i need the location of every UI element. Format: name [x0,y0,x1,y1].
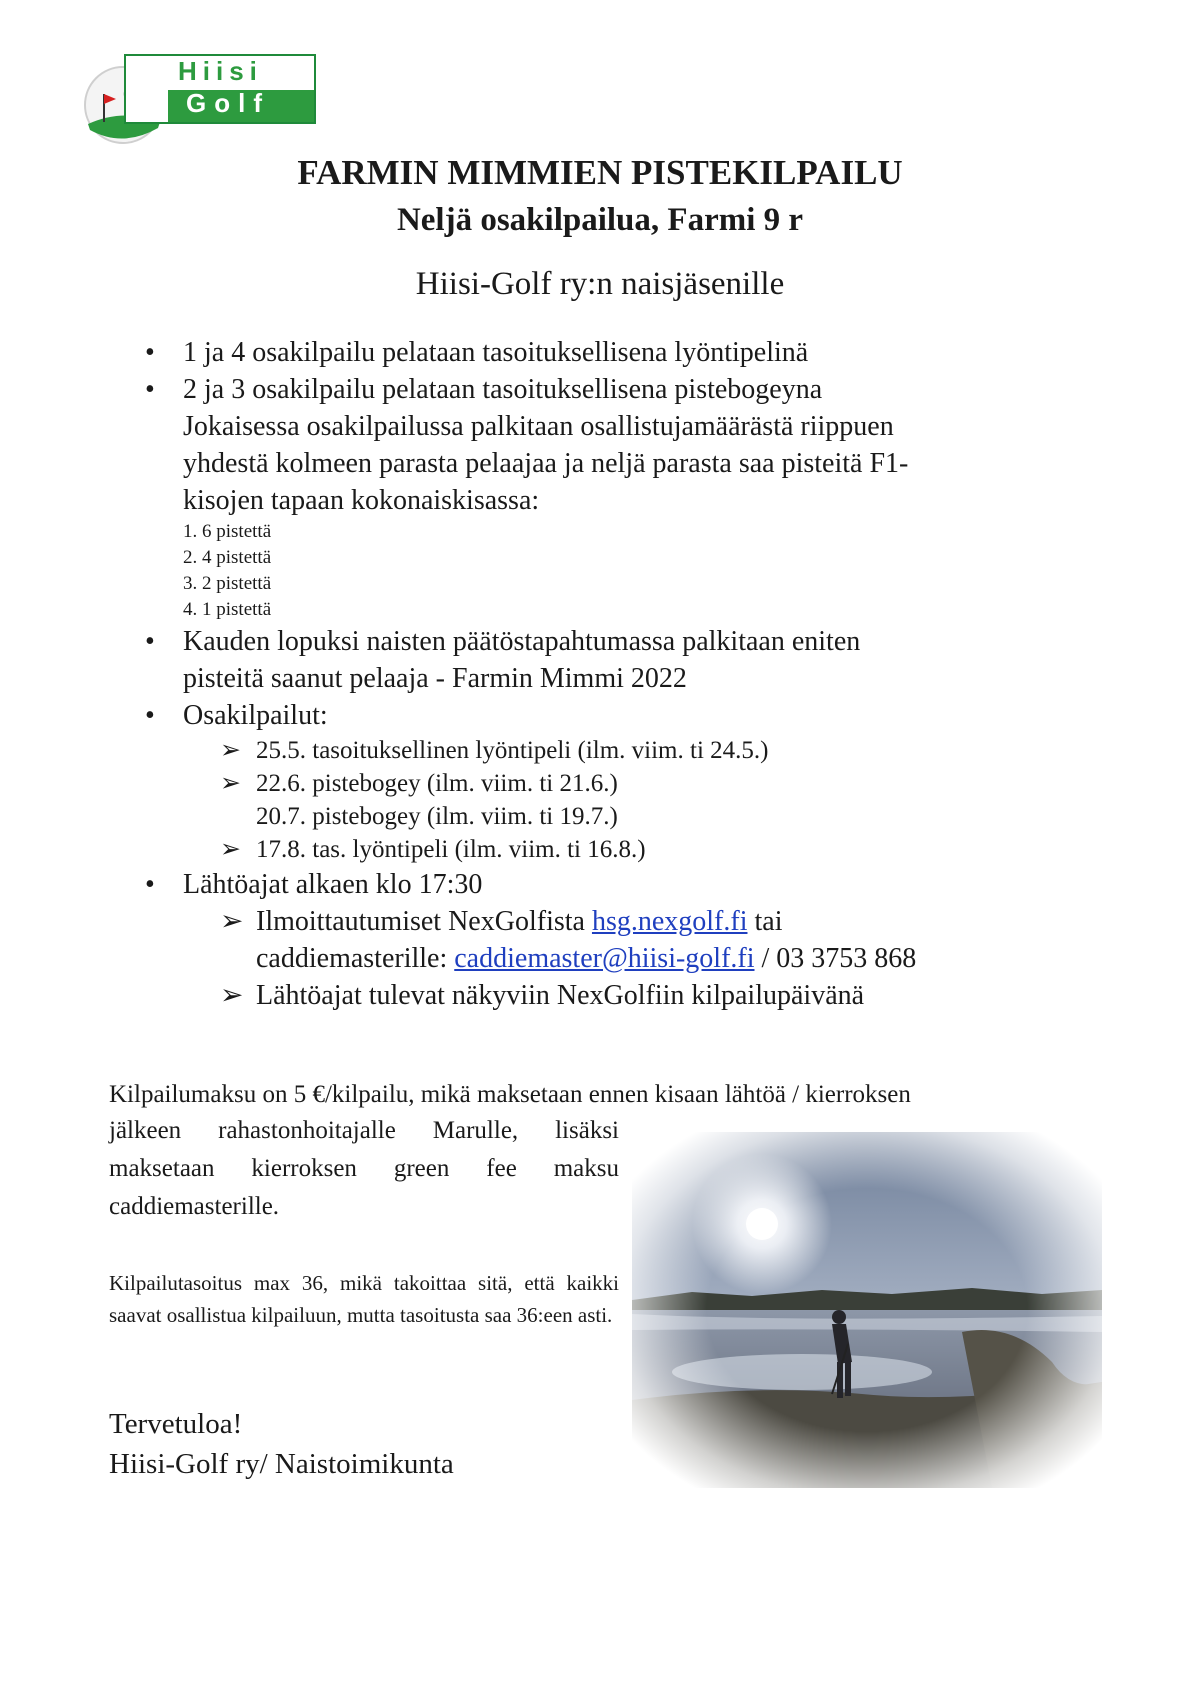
scoring-text-3: kisojen tapaan kokonaiskisassa: [183,485,540,516]
round-item [220,767,1085,800]
signup-item [220,903,1085,940]
arrow-icon: ➢ [220,836,241,863]
points-list [145,519,1085,623]
page-title: FARMIN MIMMIEN PISTEKILPAILU [297,153,903,192]
signup-suffix: tai [747,906,783,937]
signup-prefix: Ilmoittautumiset NexGolfista [256,906,592,937]
points-item: 1. 6 pistettä [183,521,272,542]
caddiemaster-contact [220,940,1085,977]
logo-word-hiisi: Hiisi [178,56,263,86]
welcome-greeting: Tervetuloa! [109,1408,243,1440]
bullet-rounds-1-4: • 1 ja 4 osakilpailu pelataan tasoituksellisena lyöntipelinä [145,334,1085,371]
nexgolf-link[interactable]: hsg.nexgolf.fi [591,906,748,937]
caddiemaster-email-link[interactable]: caddiemaster@hiisi-golf.fi [454,943,755,974]
round-text: 17.8. tas. lyöntipeli (ilm. viim. ti 16.8.) [256,836,646,863]
golfer-lake-photo [632,1132,1102,1488]
round-item [220,734,1085,767]
arrow-icon: ➢ [220,906,244,937]
start-times-item [220,977,1085,1014]
welcome-signature: Hiisi-Golf ry/ Naistoimikunta [109,1448,454,1480]
bullet-season-winner [145,623,1085,660]
scoring-text-2: yhdestä kolmeen parasta pelaajaa ja neljä parasta saa pisteitä F1- [183,448,909,479]
fee-text-rest: jälkeen rahastonhoitajalle Marulle, lisäksi maksetaan kierroksen green fee maksu caddiemasterille. [109,1117,619,1220]
handicap-text: Kilpailutasoitus max 36, mikä takoittaa sitä, että kaikki saavat osallistua kilpailuun, mutta tasoitusta saa 36:een asti. [109,1271,619,1327]
page-subtitle: Neljä osakilpailua, Farmi 9 r [396,202,804,238]
points-item: 2. 4 pistettä [183,547,272,568]
audience-line: Hiisi-Golf ry:n naisjäsenille [415,266,785,302]
bullet-rounds-heading: • Osakilpailut: [145,697,1085,734]
arrow-icon: ➢ [220,770,241,797]
scoring-text-1: Jokaisessa osakilpailussa palkitaan osallistujamäärästä riippuen [183,411,894,442]
rules-list [145,334,1085,1014]
round-item [220,800,1085,833]
bullet-rounds-2-3: • 2 ja 3 osakilpailu pelataan tasoituksellisena pistebogeyna [145,371,1085,408]
round-item [220,833,1085,866]
points-item: 4. 1 pistettä [183,599,272,620]
points-item: 3. 2 pistettä [183,573,272,594]
caddie-phone: / 03 3753 868 [754,943,917,974]
fee-text-line1: Kilpailumaksu on 5 €/kilpailu, mikä maksetaan ennen kisaan lähtöä / kierroksen [109,1081,911,1108]
header [0,150,1200,306]
round-text: 20.7. pistebogey (ilm. viim. ti 19.7.) [256,803,618,830]
round-text: 22.6. pistebogey (ilm. viim. ti 21.6.) [256,770,618,797]
rounds-list [145,734,1085,866]
signup-list [145,903,1085,1014]
start-times-text: Lähtöajat tulevat näkyviin NexGolfiin kilpailupäivänä [256,980,865,1011]
round-text: 25.5. tasoituksellinen lyöntipeli (ilm. viim. ti 24.5.) [256,737,769,764]
season-winner-line2: pisteitä saanut pelaaja - Farmin Mimmi 2022 [183,663,687,694]
caddie-prefix: caddiemasterille: [256,943,455,974]
hiisi-golf-logo [82,52,322,148]
arrow-icon: ➢ [220,737,241,764]
logo-word-golf: Golf [186,88,270,118]
welcome-block [109,1404,669,1484]
bullet-start-times: • Lähtöajat alkaen klo 17:30 [145,866,1085,903]
season-winner-line1: Kauden lopuksi naisten päätöstapahtumassa palkitaan eniten [183,626,861,657]
arrow-icon: ➢ [220,980,244,1011]
